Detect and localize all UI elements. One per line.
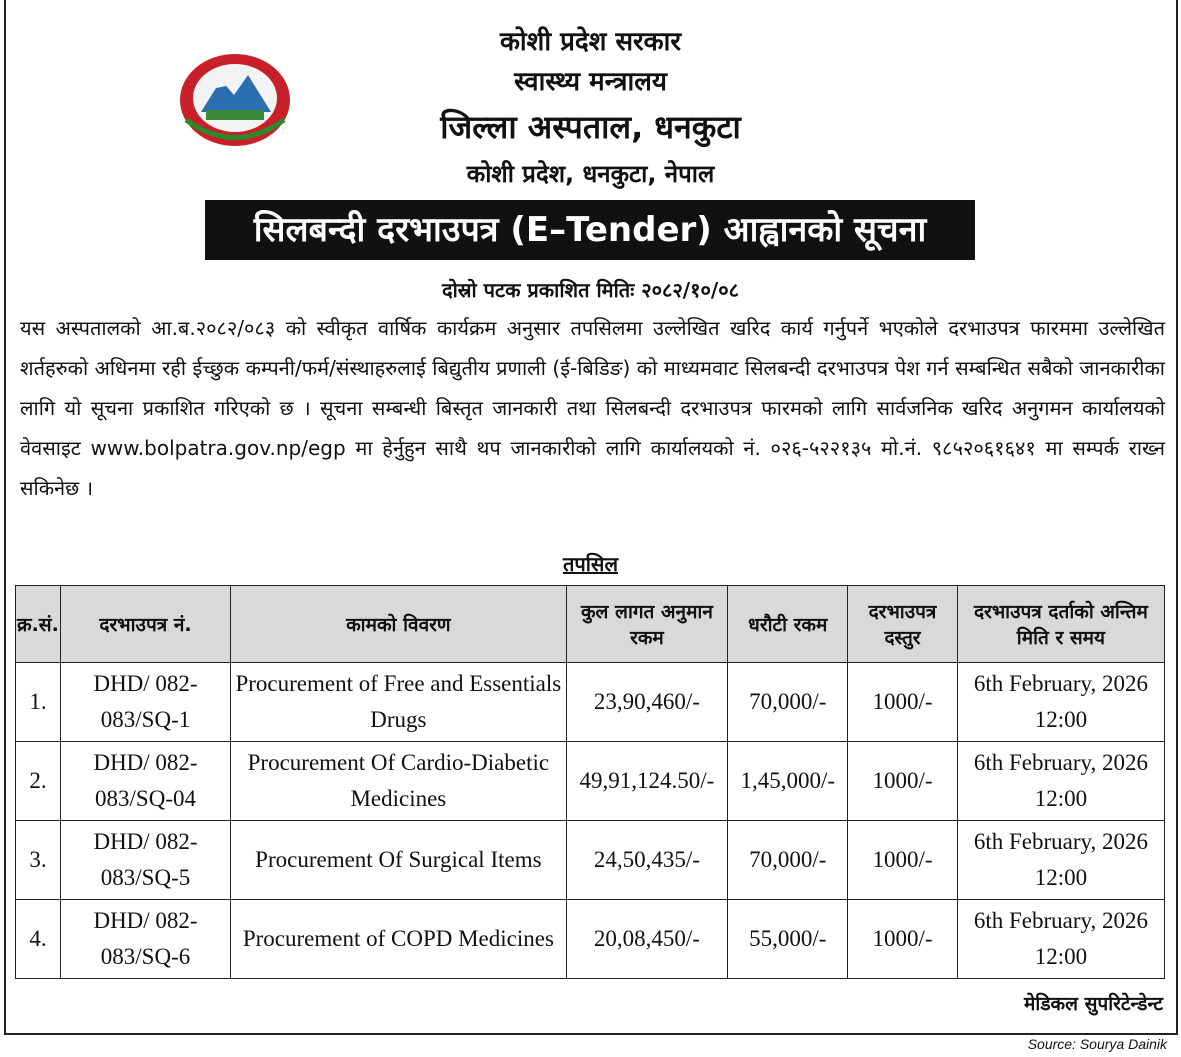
cell-description: Procurement Of Cardio-Diabetic Medicines [231, 742, 566, 821]
table-row [16, 742, 1165, 821]
cell-sn: 3. [16, 821, 61, 900]
cell-fee: 1000/- [848, 663, 958, 742]
cell-sn: 2. [16, 742, 61, 821]
col-fee: दरभाउपत्र दस्तुर [848, 586, 958, 663]
cell-description: Procurement Of Surgical Items [231, 821, 566, 900]
cell-tender-no: DHD/ 082-083/SQ-5 [60, 821, 230, 900]
source-credit: Source: Sourya Dainik [1027, 1036, 1167, 1052]
notice-title: सिलबन्दी दरभाउपत्र (E–Tender) आह्वानको सूचना [205, 200, 975, 260]
col-description: कामको विवरण [231, 586, 566, 663]
header-address: कोशी प्रदेश, धनकुटा, नेपाल [466, 160, 715, 188]
cell-cost: 24,50,435/- [566, 821, 728, 900]
cell-deposit: 55,000/- [728, 900, 848, 979]
cell-tender-no: DHD/ 082-083/SQ-04 [60, 742, 230, 821]
table-row [16, 900, 1165, 979]
cell-cost: 20,08,450/- [566, 900, 728, 979]
col-sn: क्र.सं. [16, 586, 61, 663]
header-ministry: स्वास्थ्य मन्त्रालय [514, 67, 667, 97]
cell-description: Procurement of Free and Essentials Drugs [231, 663, 566, 742]
publish-date: दोस्रो पटक प्रकाशित मितिः २०८२/१०/०८ [441, 278, 740, 302]
notice-body: यस अस्पतालको आ.ब.२०८२/०८३ को स्वीकृत वार्षिक कार्यक्रम अनुसार तपसिलमा उल्लेखित खरिद कार्य गर्नुपर्ने भएकोले दरभाउपत्र फारममा उल्लेखित शर्तहरुको अधिनमा रही ईच्छुक कम्पनी/फर्म/संस्थाहरुलाई बिद्युतीय प्रणाली (ई-बिडिङ) को माध्यमवाट सिलबन्दी दरभाउपत्र पेश गर्न सम्बन्धित सबैको जानकारीका लागि यो सूचना प्रकाशित गरिएको छ । सूचना सम्बन्धी बिस्तृत जानकारी तथा सिलबन्दी दरभाउपत्र फारमको लागि सार्वजनिक खरिद अनुगमन कार्यालयको वेवसाइट www.bolpatra.gov.np/egp मा हेर्नुहुन साथै थप जानकारीको लागि कार्यालयको नं. ०२६-५२२१३५ मो.नं. ९८५२०६१६४१ मा सम्पर्क राख्न सकिनेछ । [20, 316, 1165, 500]
cell-sn: 4. [16, 900, 61, 979]
cell-tender-no: DHD/ 082-083/SQ-6 [60, 900, 230, 979]
cell-deadline: 6th February, 2026 12:00 [957, 742, 1164, 821]
cell-cost: 49,91,124.50/- [566, 742, 728, 821]
cell-deadline: 6th February, 2026 12:00 [957, 821, 1164, 900]
tender-table [15, 585, 1165, 979]
cell-sn: 1. [16, 663, 61, 742]
cell-deposit: 70,000/- [728, 821, 848, 900]
table-title: तपसिल [562, 552, 619, 576]
col-tender-no: दरभाउपत्र नं. [60, 586, 230, 663]
cell-cost: 23,90,460/- [566, 663, 728, 742]
col-deposit: धरौटी रकम [728, 586, 848, 663]
table-header-row [16, 586, 1165, 663]
table-row [16, 821, 1165, 900]
cell-description: Procurement of COPD Medicines [231, 900, 566, 979]
cell-fee: 1000/- [848, 821, 958, 900]
table-row [16, 663, 1165, 742]
cell-tender-no: DHD/ 082-083/SQ-1 [60, 663, 230, 742]
cell-deadline: 6th February, 2026 12:00 [957, 900, 1164, 979]
cell-deposit: 1,45,000/- [728, 742, 848, 821]
cell-deadline: 6th February, 2026 12:00 [957, 663, 1164, 742]
cell-deposit: 70,000/- [728, 663, 848, 742]
cell-fee: 1000/- [848, 742, 958, 821]
signature-title: मेडिकल सुपरिटेन्डेन्ट [1024, 993, 1163, 1015]
col-deadline: दरभाउपत्र दर्ताको अन्तिम मिति र समय [957, 586, 1164, 663]
header-hospital: जिल्ला अस्पताल, धनकुटा [440, 108, 741, 146]
header-province: कोशी प्रदेश सरकार [499, 27, 682, 57]
col-cost: कुल लागत अनुमान रकम [566, 586, 728, 663]
cell-fee: 1000/- [848, 900, 958, 979]
